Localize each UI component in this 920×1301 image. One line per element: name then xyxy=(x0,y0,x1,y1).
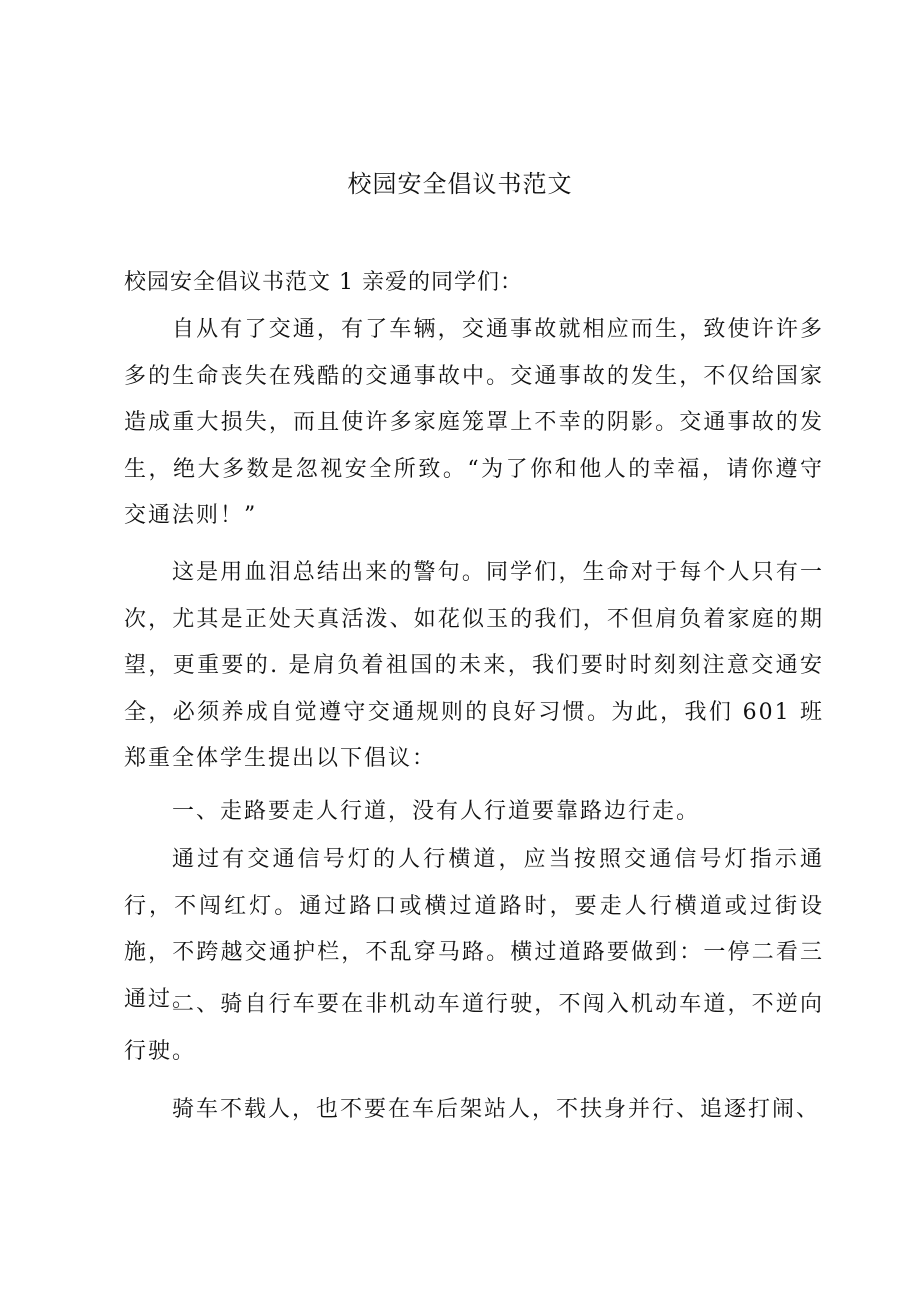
document-title: 校园安全倡议书范文 xyxy=(347,170,573,198)
salutation: 校园安全倡议书范文 1 亲爱的同学们： xyxy=(124,270,523,295)
paragraph: 骑车不载人，也不要在车后架站人，不扶身并行、追逐打闹、 xyxy=(172,1097,821,1122)
paragraph: 一、走路要走人行道，没有人行道要靠路边行走。 xyxy=(172,799,701,824)
paragraph: 这是用血泪总结出来的警句。同学们，生命对于每个人只有一次，尤其是正处天真活泼、如花似玉的我们，不但肩负着家庭的期望，更重要的. 是肩负着祖国的未来，我们要时时刻刻注意交通安全，必须养成自觉遵守交通规则的良好习惯。为此，我们 601 班郑重全体学生提出以下倡议： xyxy=(124,560,824,771)
paragraph: 自从有了交通，有了车辆，交通事故就相应而生，致使许许多多的生命丧失在残酷的交通事故中。交通事故的发生，不仅给国家造成重大损失，而且使许多家庭笼罩上不幸的阴影。交通事故的发生，绝大多数是忽视安全所致。“为了你和他人的幸福，请你遵守交通法则！” xyxy=(124,317,824,528)
paragraph: 二、骑自行车要在非机动车道行驶，不闯入机动车道，不逆向行驶。 xyxy=(124,992,824,1064)
paragraph: 通过有交通信号灯的人行横道，应当按照交通信号灯指示通行，不闯红灯。通过路口或横过道路时，要走人行横道或过街设施，不跨越交通护栏，不乱穿马路。横过道路要做到：一停二看三通过。 xyxy=(124,847,824,1012)
